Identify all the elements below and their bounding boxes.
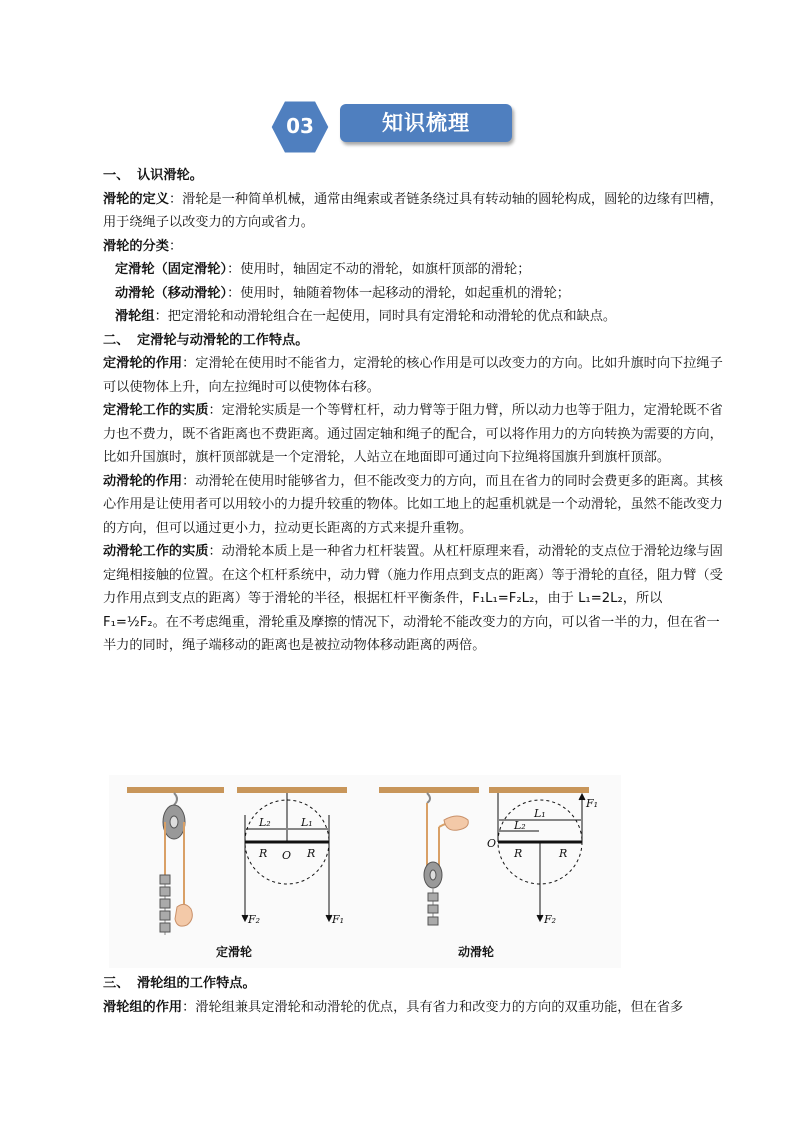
pulley-diagram: [109, 775, 621, 968]
fixed-pulley-item: [103, 258, 723, 282]
label-l2-fixed: L₂: [259, 816, 271, 829]
section-2-heading: [103, 329, 723, 353]
lever-equation: F₁L₁=F₂L₂，由于 L₁=2L₂，所以 F₁=½F₂。: [103, 591, 663, 630]
section-1: [103, 164, 723, 658]
section-3: [103, 972, 723, 1019]
pulley-definition: [103, 188, 723, 235]
label-r-fixed-right: R: [307, 847, 316, 860]
block-function-text: ：滑轮组兼具定滑轮和动滑轮的优点，具有省力和改变力的方向的双重功能，但在省多: [182, 999, 684, 1015]
movable-essence-text: ：动滑轮本质上是一种省力杠杆装置。从杠杆原理来看，动滑轮的支点位于滑轮边缘与固定绳相接触的位置。在这个杠杆系统中，动力臂（施力作用点到支点的距离）等于滑轮的直径，阻力臂（受力作用点到支点的距离）等于滑轮的半径，根据杠杆平衡条件，: [103, 544, 723, 606]
pulley-block-function: [103, 996, 723, 1020]
section-title: 知识梳理: [340, 104, 512, 142]
pulley-figure: [109, 775, 621, 968]
movable-essence-text-2: 在不考虑绳重，滑轮重及摩擦的情况下，动滑轮不能改变力的方向，可以省一半的力，但在省一半力的同时，绳子端移动的距离也是被拉动物体移动距离的两倍。: [103, 614, 720, 653]
label-o-movable: O: [487, 837, 497, 850]
label-r-movable-left: R: [514, 847, 523, 860]
movable-pulley-text: ：使用时，轴随着物体一起移动的滑轮，如起重机的滑轮；: [227, 285, 570, 301]
classification-label: 滑轮的分类: [103, 238, 169, 254]
fixed-pulley-function: [103, 352, 723, 399]
section-3-heading: [103, 972, 723, 996]
label-r-fixed-left: R: [259, 847, 268, 860]
label-f2-movable: F₂: [544, 913, 557, 926]
label-o-fixed: O: [282, 849, 292, 862]
label-l1-fixed: L₁: [301, 816, 313, 829]
caption-movable-pulley: 动滑轮: [458, 945, 495, 959]
fixed-pulley-label: 定滑轮（固定滑轮）: [115, 262, 228, 277]
label-l2-movable: L₂: [514, 819, 526, 832]
label-f1-movable: F₁: [586, 797, 599, 810]
movable-pulley-function: [103, 470, 723, 541]
definition-text: ：滑轮是一种简单机械，通常由绳索或者链条绕过具有转动轴的圆轮构成，圆轮的边缘有凹槽，用于绕绳子以改变力的方向或省力。: [103, 191, 723, 230]
fixed-essence-label: 定滑轮工作的实质: [103, 403, 209, 418]
label-l1-movable: L₁: [534, 807, 546, 820]
section-1-title: 认识滑轮。: [137, 168, 203, 183]
section-3-number: 三、: [103, 976, 130, 991]
label-r-movable-right: R: [559, 847, 568, 860]
section-2-number: 二、: [103, 332, 130, 348]
pulley-classification: [103, 235, 723, 259]
movable-pulley-photo: [424, 793, 468, 925]
beam-right-diagram: [489, 787, 589, 793]
pulley-block-item: [103, 305, 723, 329]
movable-pulley-essence: [103, 540, 723, 658]
section-1-heading: [103, 164, 723, 188]
section-1-number: 一、: [103, 168, 130, 183]
fixed-pulley-text: ：使用时，轴固定不动的滑轮，如旗杆顶部的滑轮；: [227, 262, 531, 277]
fixed-function-text: ：定滑轮在使用时不能省力，定滑轮的核心作用是可以改变力的方向。比如升旗时向下拉绳子可以使物体上升，向左拉绳时可以使物体右移。: [103, 356, 723, 395]
section-2-title: 定滑轮与动滑轮的工作特点。: [137, 332, 309, 348]
movable-function-text: ：动滑轮在使用时能够省力，但不能改变力的方向，而且在省力的同时会费更多的距离。其核心作用是让使用者可以用较小的力提升较重的物体。比如工地上的起重机就是一个动滑轮，虽然不能改变力的方向，但可以通过更小力，拉动更长距离的方式来提升重物。: [103, 473, 723, 536]
section-number: 03: [286, 114, 314, 138]
fixed-function-label: 定滑轮的作用: [103, 356, 183, 371]
movable-pulley-label: 动滑轮（移动滑轮）: [115, 285, 228, 301]
fixed-essence-text: ：定滑轮实质是一个等臂杠杆，动力臂等于阻力臂，所以动力也等于阻力，定滑轮既不省力也不费力，既不省距离也不费距离。通过固定轴和绳子的配合，可以将作用力的方向转换为需要的方向，比如升国旗时，旗杆顶部就是一个定滑轮，人站立在地面即可通过向下拉绳将国旗升到旗杆顶部。: [103, 403, 723, 465]
fixed-pulley-essence: [103, 399, 723, 470]
beam-right-photo: [379, 787, 479, 793]
fixed-pulley-photo: [160, 793, 192, 935]
section-header: [268, 98, 518, 158]
beam-left-photo: [127, 787, 224, 793]
definition-label: 滑轮的定义: [103, 191, 169, 207]
block-function-label: 滑轮组的作用: [103, 999, 183, 1015]
beam-left-diagram: [237, 787, 347, 793]
movable-function-label: 动滑轮的作用: [103, 473, 183, 489]
movable-essence-label: 动滑轮工作的实质: [103, 544, 209, 559]
classification-colon: ：: [168, 238, 183, 254]
pulley-block-label: 滑轮组: [115, 309, 155, 324]
section-3-title: 滑轮组的工作特点。: [137, 976, 256, 991]
label-f2-fixed: F₂: [248, 913, 261, 926]
caption-fixed-pulley: 定滑轮: [216, 945, 253, 959]
label-f1-fixed: F₁: [332, 913, 345, 926]
movable-pulley-item: [103, 282, 723, 306]
pulley-block-text: ：把定滑轮和动滑轮组合在一起使用，同时具有定滑轮和动滑轮的优点和缺点。: [154, 309, 617, 324]
